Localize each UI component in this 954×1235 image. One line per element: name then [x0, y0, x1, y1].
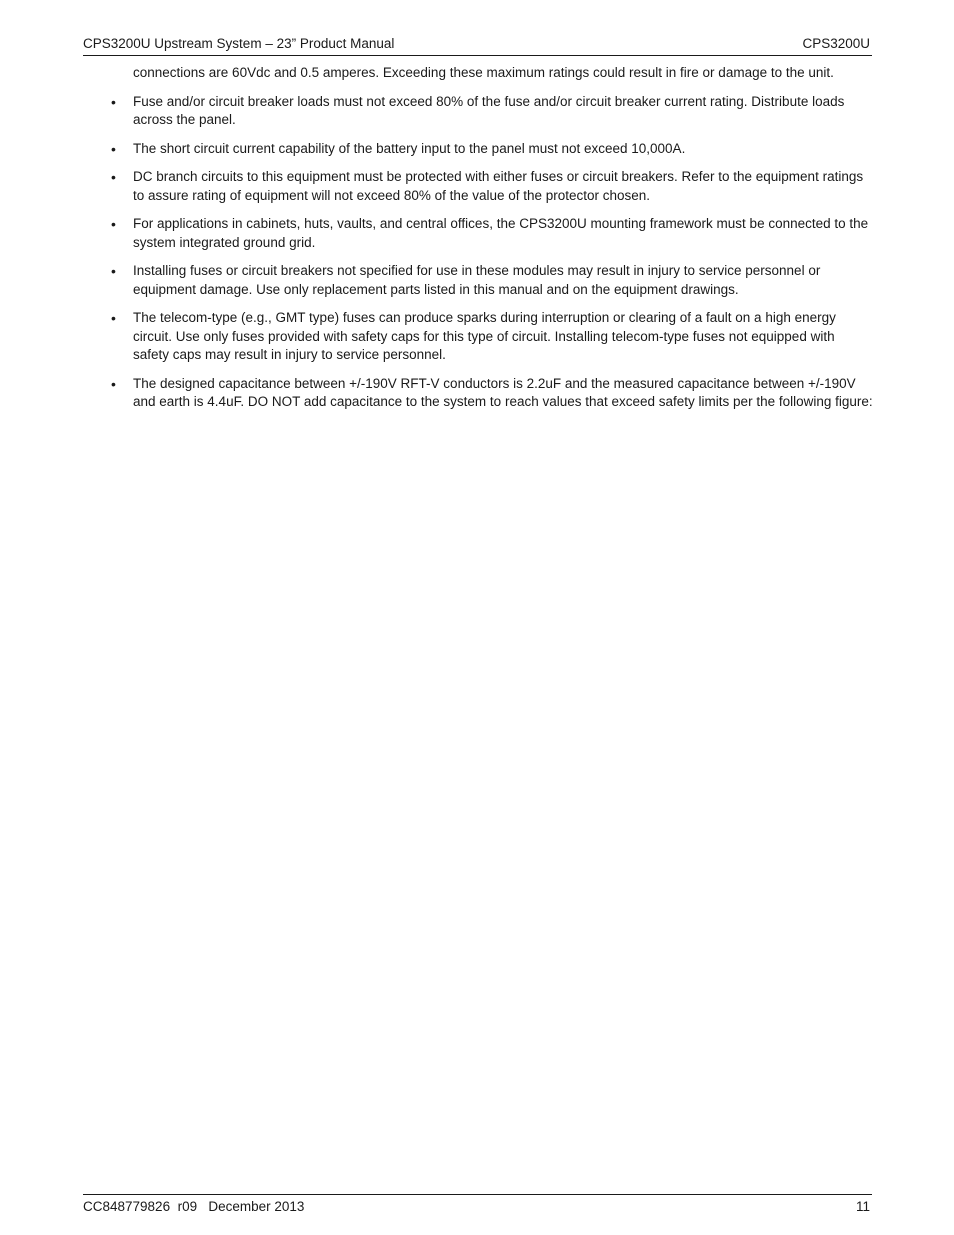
bullet-icon: •	[111, 140, 116, 157]
footer-doc-id: CC848779826 r09 December 2013	[83, 1199, 305, 1214]
list-item	[83, 375, 873, 412]
bullet-text: Fuse and/or circuit breaker loads must not exceed 80% of the fuse and/or circuit breaker current rating. Distribute loads across the panel.	[133, 93, 845, 127]
list-item	[83, 262, 873, 299]
bullet-icon: •	[111, 310, 116, 326]
bullet-text: The telecom-type (e.g., GMT type) fuses can produce sparks during interruption or clearing of a fault on a high energy circuit. Use only fuses provided with safety caps for this type of circuit. Installing telecom-type fuses not equipped with safety caps may result in injury to service personnel.	[133, 310, 836, 362]
list-item	[83, 215, 873, 252]
page-body	[83, 64, 873, 422]
bullet-text: The designed capacitance between +/-190V RFT-V conductors is 2.2uF and the measured capacitance between +/-190V and earth is 4.4uF. DO NOT add capacitance to the system to reach values that exceed safety limits per the following figure:	[133, 375, 873, 409]
bullet-icon: •	[111, 216, 116, 232]
page-number: 11	[855, 1199, 870, 1214]
list-item	[83, 140, 873, 159]
bullet-icon: •	[111, 93, 116, 110]
bullet-icon: •	[111, 375, 116, 392]
list-item	[83, 93, 873, 130]
bullet-text: DC branch circuits to this equipment must be protected with either fuses or circuit breakers. Refer to the equipment ratings to assure rating of equipment will not exceed 80% of the value of the protector chosen.	[133, 169, 864, 203]
bullet-text: The short circuit current capability of the battery input to the panel must not exceed 10,000A.	[133, 140, 686, 156]
bullet-text: For applications in cabinets, huts, vaults, and central offices, the CPS3200U mounting framework must be connected to the system integrated ground grid.	[133, 216, 869, 250]
bullet-text: Installing fuses or circuit breakers not specified for use in these modules may result in injury to service personnel or equipment damage. Use only replacement parts listed in this manual and on the equipment drawings.	[133, 263, 821, 297]
bullet-icon: •	[111, 263, 116, 279]
continuation-paragraph: connections are 60Vdc and 0.5 amperes. Exceeding these maximum ratings could result in fire or damage to the unit.	[133, 65, 834, 80]
page-footer	[83, 1194, 872, 1214]
list-item	[83, 309, 873, 365]
list-item	[83, 168, 873, 205]
safety-bullet-list	[83, 93, 873, 412]
page-header	[83, 35, 872, 56]
bullet-icon: •	[111, 169, 116, 185]
header-product-name: CPS3200U	[802, 36, 870, 51]
header-manual-title: CPS3200U Upstream System – 23” Product Manual	[83, 36, 395, 51]
